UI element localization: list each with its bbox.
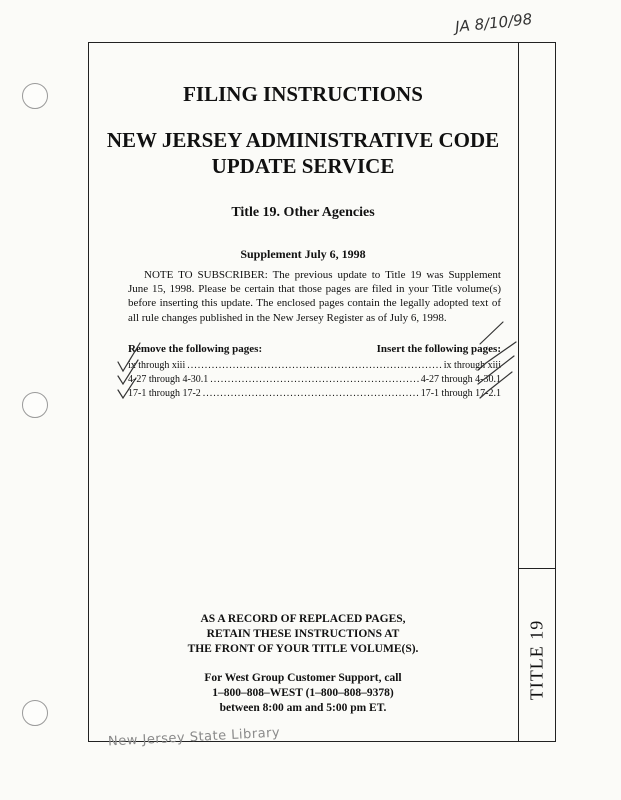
record-line-3: THE FRONT OF YOUR TITLE VOLUME(S). <box>187 643 419 655</box>
support-line-2: 1–800–808–WEST (1–800–808–9378) <box>212 687 394 699</box>
insert-pages: 4-27 through 4-30.1 <box>420 374 501 385</box>
page-row <box>128 374 501 385</box>
support-line-1: For West Group Customer Support, call <box>204 672 402 684</box>
remove-pages: 4-27 through 4-30.1 <box>128 374 209 385</box>
remove-pages: ix through xiii <box>128 360 186 371</box>
punch-hole-top <box>22 83 48 109</box>
insert-pages: 17-1 through 17-2.1 <box>420 388 501 399</box>
record-line-2: RETAIN THESE INSTRUCTIONS AT <box>206 628 400 640</box>
code-heading-line-2: UPDATE SERVICE <box>211 154 395 178</box>
library-stamp: New Jersey State Library <box>107 725 281 750</box>
dot-leader <box>203 388 419 399</box>
dot-leader <box>210 374 418 385</box>
insert-pages: ix through xiii <box>443 360 501 371</box>
dot-leader <box>187 360 442 371</box>
page-title: FILING INSTRUCTIONS <box>183 82 423 106</box>
handwritten-initials-date: JA 8/10/98 <box>454 10 534 36</box>
punch-hole-bottom <box>22 700 48 726</box>
code-heading <box>88 127 518 179</box>
insert-heading: Insert the following pages: <box>376 343 501 355</box>
code-heading-line-1: NEW JERSEY ADMINISTRATIVE CODE <box>106 128 500 152</box>
remove-pages: 17-1 through 17-2 <box>128 388 201 399</box>
page-row <box>128 388 501 399</box>
title-line: Title 19. Other Agencies <box>231 205 375 220</box>
page-row <box>128 360 501 371</box>
support-notice <box>88 671 518 716</box>
supplement-date: Supplement July 6, 1998 <box>240 247 366 261</box>
support-line-3: between 8:00 am and 5:00 pm ET. <box>219 702 387 714</box>
remove-heading: Remove the following pages: <box>128 343 263 355</box>
record-line-1: AS A RECORD OF REPLACED PAGES, <box>200 613 406 625</box>
subscriber-note: NOTE TO SUBSCRIBER: The previous update to Title 19 was Supplement June 15, 1998. Please be certain that those pages are filed in your Title volume(s) before inserting this update. The enclosed pages contain the legally adopted text of all rule changes published in the New Jersey Register as of July 6, 1998. <box>128 269 501 324</box>
punch-hole-middle <box>22 392 48 418</box>
record-notice <box>88 612 518 657</box>
title-tab-label: TITLE 19 <box>526 619 547 701</box>
